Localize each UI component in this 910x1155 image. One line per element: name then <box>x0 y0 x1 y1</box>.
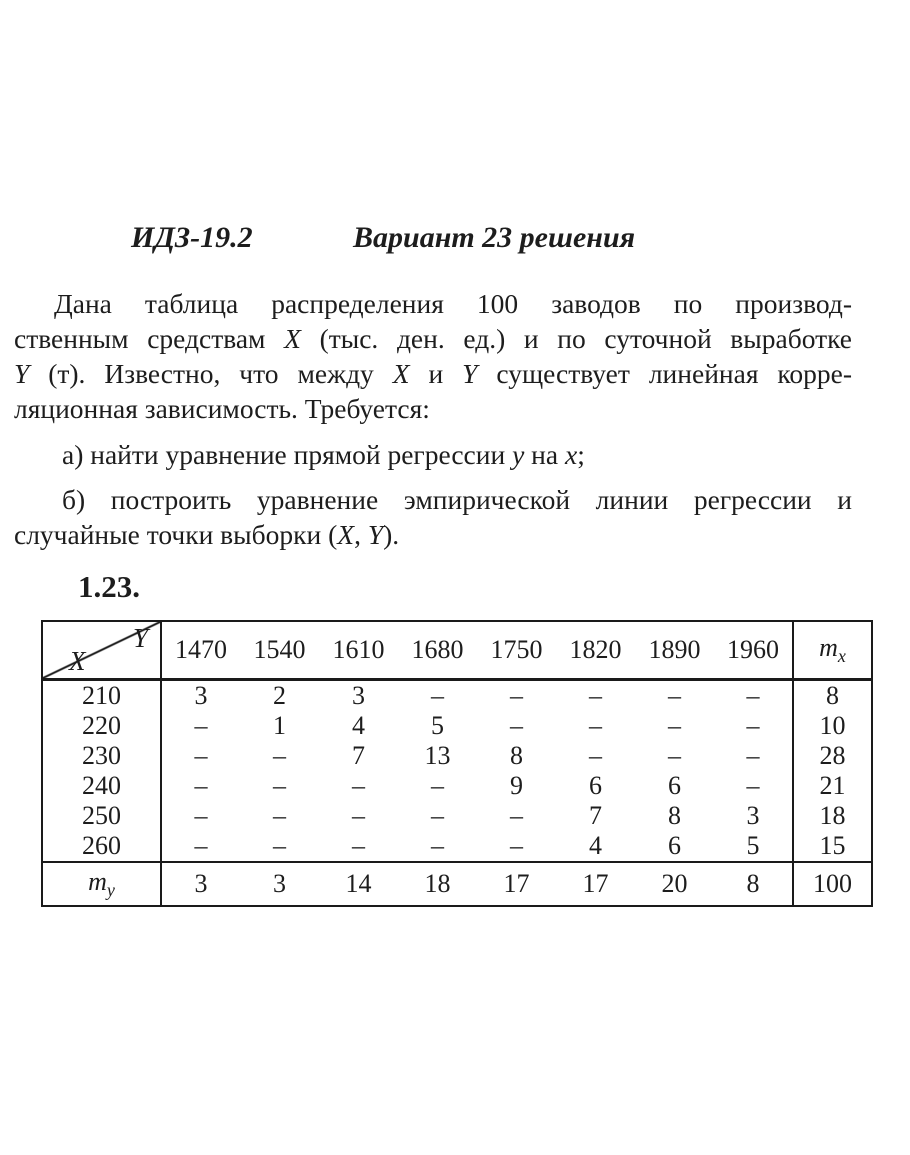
text-segment: , <box>354 519 368 550</box>
col-header-1540: 1540 <box>240 621 319 680</box>
frequency-cell: – <box>273 801 286 830</box>
text-line <box>14 517 852 552</box>
row-header-x: 210 <box>42 680 161 712</box>
row-header-x: 250 <box>42 801 161 831</box>
frequency-cell: – <box>668 741 681 770</box>
corner-cell <box>42 621 161 680</box>
table-header <box>42 621 872 680</box>
text-segment: (т). Известно, что между <box>29 358 393 389</box>
text-line <box>14 391 852 426</box>
math-variable: Y <box>14 358 30 389</box>
frequency-distribution-table <box>41 620 873 907</box>
text-segment: на <box>524 439 565 470</box>
frequency-cell: 7 <box>352 741 365 770</box>
row-total-mx: 15 <box>793 831 872 862</box>
frequency-cell: – <box>194 711 208 740</box>
col-header-1820: 1820 <box>556 621 635 680</box>
frequency-cell: 4 <box>589 831 602 860</box>
frequency-cell: – <box>431 801 444 830</box>
frequency-cell: 13 <box>424 741 451 770</box>
frequency-cell: – <box>746 681 760 710</box>
grand-total: 100 <box>793 862 872 906</box>
table-row-x-240 <box>42 771 872 801</box>
row-total-mx: 10 <box>793 711 872 741</box>
frequency-cell: 6 <box>668 771 681 800</box>
table-row-x-230 <box>42 741 872 771</box>
header-row <box>42 621 872 680</box>
corner-col-variable: Y <box>132 623 148 653</box>
frequency-cell: 9 <box>510 771 523 800</box>
text-segment: ). <box>383 519 400 550</box>
text-line <box>14 286 852 321</box>
frequency-cell: 1 <box>273 711 286 740</box>
frequency-cell: – <box>510 711 523 740</box>
text-line <box>14 356 852 391</box>
column-total-my: 3 <box>161 862 240 906</box>
text-segment: ляционная зависимость. Требуется: <box>14 393 430 424</box>
row-total-mx: 21 <box>793 771 872 801</box>
frequency-cell: – <box>746 771 760 800</box>
text-segment: случайные точки выборки ( <box>14 519 338 550</box>
frequency-cell: 8 <box>668 801 681 830</box>
frequency-cell: – <box>352 831 365 860</box>
frequency-cell: – <box>431 771 444 800</box>
col-header-1610: 1610 <box>319 621 398 680</box>
task-item-a <box>14 437 852 472</box>
col-header-1680: 1680 <box>398 621 477 680</box>
frequency-cell: 6 <box>589 771 602 800</box>
frequency-cell: – <box>746 711 760 740</box>
frequency-cell: – <box>431 831 444 860</box>
text-segment: ственным средствам <box>14 323 285 354</box>
text-segment: а) найти уравнение прямой регрессии <box>62 439 513 470</box>
row-header-x: 220 <box>42 711 161 741</box>
row-header-x: 240 <box>42 771 161 801</box>
frequency-cell: – <box>273 831 286 860</box>
col-header-mx <box>793 621 872 680</box>
assignment-number: ИДЗ-19.2 <box>131 221 253 254</box>
frequency-cell: – <box>352 801 365 830</box>
table-body <box>42 680 872 863</box>
row-total-mx: 28 <box>793 741 872 771</box>
math-variable: X <box>284 323 301 354</box>
frequency-cell: – <box>352 771 365 800</box>
table-row-x-250 <box>42 801 872 831</box>
col-header-1470: 1470 <box>161 621 240 680</box>
column-total-my: 3 <box>240 862 319 906</box>
frequency-cell: 6 <box>668 831 681 860</box>
text-line <box>14 482 852 517</box>
frequency-cell: – <box>273 741 286 770</box>
math-variable: x <box>564 439 578 470</box>
footer-row-my <box>42 862 872 906</box>
row-total-mx: 18 <box>793 801 872 831</box>
text-segment: (тыс. ден. ед.) и по суточной выработке <box>300 323 853 354</box>
text-line <box>14 437 852 472</box>
frequency-cell: – <box>746 741 760 770</box>
row-header-x: 260 <box>42 831 161 862</box>
column-total-my: 14 <box>319 862 398 906</box>
frequency-cell: 8 <box>510 741 523 770</box>
frequency-cell: 3 <box>194 681 208 710</box>
row-total-mx: 8 <box>793 680 872 712</box>
frequency-cell: – <box>510 801 523 830</box>
task-item-b <box>14 482 852 552</box>
column-total-my: 20 <box>635 862 714 906</box>
frequency-cell: – <box>589 681 602 710</box>
frequency-cell: – <box>510 681 523 710</box>
frequency-cell: 5 <box>746 831 760 860</box>
table-row-x-260 <box>42 831 872 862</box>
frequency-cell: – <box>668 711 681 740</box>
marginal-symbol: $m_x$ <box>819 632 846 667</box>
frequency-cell: – <box>589 711 602 740</box>
table-footer <box>42 862 872 906</box>
frequency-cell: – <box>273 771 286 800</box>
column-total-my: 17 <box>556 862 635 906</box>
frequency-cell: 3 <box>352 681 365 710</box>
math-variable: X <box>337 519 355 550</box>
frequency-cell: – <box>194 801 208 830</box>
text-segment: ; <box>577 439 585 470</box>
math-variable: y <box>512 439 525 470</box>
frequency-cell: 2 <box>273 681 286 710</box>
marginal-symbol: $m_y$ <box>88 866 115 901</box>
math-variable: X <box>392 358 410 389</box>
table-number-label: 1.23. <box>78 569 140 604</box>
table-row-x-210 <box>42 680 872 712</box>
frequency-cell: – <box>194 831 208 860</box>
text-segment: существует линейная корре- <box>477 358 852 389</box>
frequency-cell: 3 <box>746 801 760 830</box>
table-row-x-220 <box>42 711 872 741</box>
column-total-my: 8 <box>714 862 793 906</box>
text-segment: и <box>409 358 463 389</box>
col-header-1750: 1750 <box>477 621 556 680</box>
frequency-cell: – <box>510 831 523 860</box>
text-segment: б) построить уравнение эмпирической линии регрессии и <box>62 484 852 515</box>
frequency-cell: – <box>194 741 208 770</box>
col-header-1960: 1960 <box>714 621 793 680</box>
column-total-my: 18 <box>398 862 477 906</box>
frequency-cell: 4 <box>352 711 365 740</box>
column-total-my: 17 <box>477 862 556 906</box>
frequency-cell: 5 <box>431 711 444 740</box>
math-variable: Y <box>462 358 478 389</box>
footer-label-my <box>42 862 161 906</box>
frequency-cell: – <box>668 681 681 710</box>
frequency-cell: – <box>589 741 602 770</box>
frequency-cell: 7 <box>589 801 602 830</box>
problem-statement <box>14 286 852 426</box>
col-header-1890: 1890 <box>635 621 714 680</box>
corner-row-variable: X <box>69 646 86 676</box>
frequency-cell: – <box>194 771 208 800</box>
text-line <box>14 321 852 356</box>
frequency-cell: – <box>431 681 444 710</box>
row-header-x: 230 <box>42 741 161 771</box>
text-segment: Дана таблица распределения 100 заводов по производ- <box>54 288 852 319</box>
variant-title: Вариант 23 решения <box>353 221 636 254</box>
math-variable: Y <box>367 519 384 550</box>
